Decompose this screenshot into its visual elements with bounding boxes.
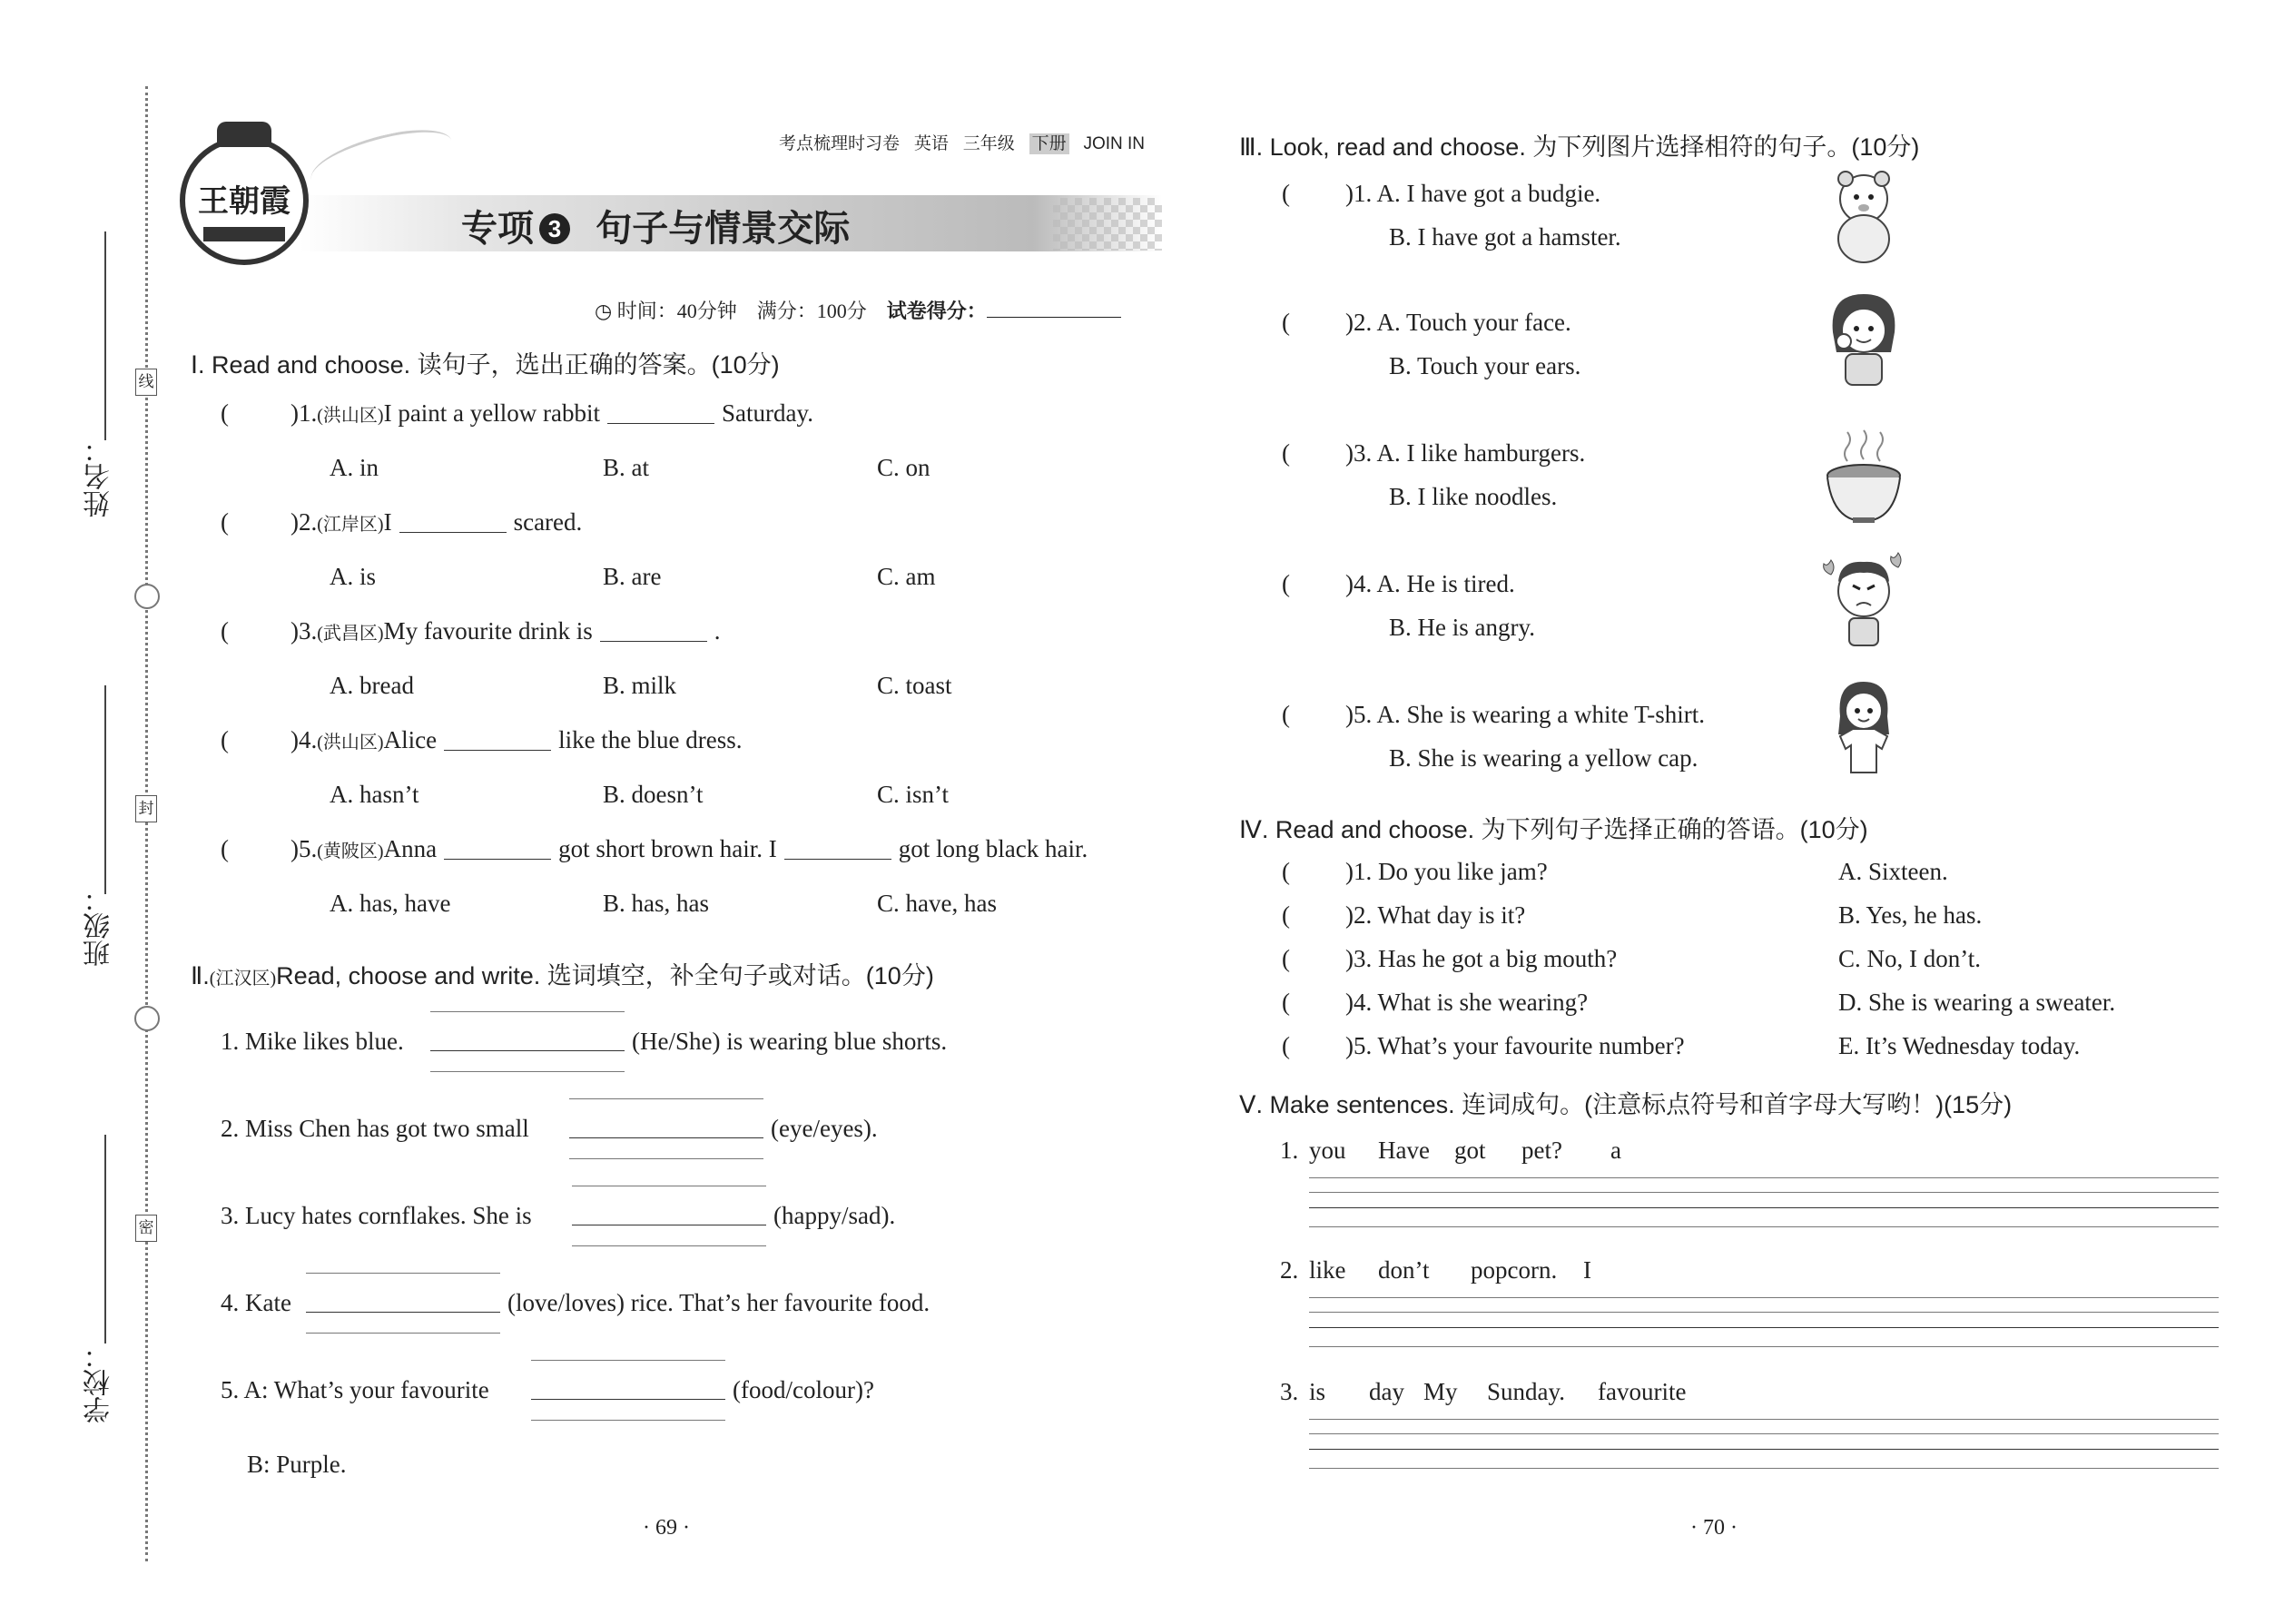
fill-in-row (221, 1028, 404, 1056)
answer-paren: ( (1282, 901, 1290, 929)
binding-line (145, 86, 148, 1561)
answer-paren: ( (1282, 309, 1290, 336)
answer-paren: ( (1282, 180, 1290, 207)
scrambled-word: you (1309, 1137, 1346, 1164)
region-tag: (武昌区) (317, 624, 384, 644)
writing-line (1309, 1312, 2219, 1313)
question-text: . (714, 617, 721, 645)
writing-line (1309, 1192, 2219, 1193)
scrambled-word: day (1369, 1378, 1404, 1405)
option-b[interactable]: B. at (603, 454, 649, 481)
sentence-end: (happy/sad). (773, 1202, 896, 1229)
region-tag: (洪山区) (317, 733, 384, 753)
word-group-number: 3. (1280, 1378, 1299, 1405)
seal-box-secret: 密 (135, 1215, 157, 1242)
answer-blank[interactable] (784, 837, 891, 860)
writing-line (1309, 1419, 2219, 1420)
sentence-start: 2. Miss Chen has got two small (221, 1115, 529, 1142)
region-tag: (江岸区) (317, 515, 384, 535)
question-row (290, 399, 813, 428)
scrambled-word: I (1583, 1256, 1591, 1284)
question-number: )2. (290, 508, 318, 536)
option-a[interactable]: A. hasn’t (330, 781, 419, 808)
name-label: 姓名： (84, 436, 114, 517)
section-4-heading: Ⅳ. Read and choose. 为下列句子选择正确的答语。(10分) (1239, 816, 1868, 843)
option-b[interactable]: B. I like noodles. (1389, 483, 1558, 510)
scrambled-word: like (1309, 1256, 1346, 1284)
question-text: got short brown hair. I (558, 835, 777, 862)
answer-paren: ( (221, 617, 229, 645)
title-main: 句子与情景交际 (596, 209, 851, 249)
answer-blank[interactable] (600, 619, 707, 642)
title-prefix: 专项 (461, 209, 534, 249)
answer-paren: ( (221, 835, 229, 862)
writing-line (572, 1245, 766, 1246)
school-label: 学校： (84, 1342, 114, 1423)
option-c[interactable]: C. am (877, 563, 936, 590)
section-5-heading: Ⅴ. Make sentences. 连词成句。(注意标点符号和首字母大写哟！)(15分) (1239, 1091, 2013, 1118)
edition: JOIN IN (1083, 134, 1145, 153)
answer-blank[interactable] (444, 837, 551, 860)
page-number-left: · 69 · (643, 1516, 690, 1540)
option-b[interactable]: B. Touch your ears. (1389, 352, 1581, 379)
fill-in-row (221, 1376, 489, 1404)
series-name: 考点梳理时习卷 (779, 134, 901, 153)
question-row (290, 508, 582, 536)
option-a[interactable]: )5. A. She is wearing a white T-shirt. (1345, 701, 1705, 728)
score-label: 试卷得分： (886, 300, 987, 322)
question-number: )5. (290, 835, 318, 862)
answer-option[interactable]: D. She is wearing a sweater. (1838, 989, 2116, 1016)
scrambled-word: don’t (1378, 1256, 1430, 1284)
writing-line (430, 1011, 625, 1012)
writing-line (306, 1273, 500, 1274)
word-group-number: 1. (1280, 1137, 1299, 1164)
answer-line[interactable] (1309, 1327, 2219, 1328)
writing-line (1309, 1297, 2219, 1298)
question-number: )1. (290, 399, 318, 427)
option-a[interactable]: A. has, have (330, 890, 451, 917)
question-number: )4. (290, 726, 318, 753)
word-group-number: 2. (1280, 1256, 1299, 1284)
scrambled-word: Sunday. (1487, 1378, 1565, 1405)
question-row (290, 835, 1088, 863)
writing-line (531, 1360, 725, 1361)
class-line (104, 685, 106, 894)
question-text: like the blue dress. (558, 726, 743, 753)
writing-line (1309, 1177, 2219, 1178)
writing-line (1309, 1346, 2219, 1347)
writing-line (569, 1158, 763, 1159)
question-text: )5. What’s your favourite number? (1345, 1032, 1685, 1059)
question-text: Saturday. (722, 399, 813, 427)
option-b[interactable]: B. He is angry. (1389, 614, 1535, 641)
class-label: 班级： (84, 885, 114, 967)
scrambled-word: is (1309, 1378, 1326, 1405)
dialog-answer: B: Purple. (247, 1451, 347, 1478)
sentence-start: 4. Kate (221, 1289, 291, 1316)
question-row (290, 726, 743, 754)
fill-in-row (221, 1115, 529, 1143)
answer-paren: ( (1282, 945, 1290, 972)
sentence-end: (He/She) is wearing blue shorts. (632, 1028, 948, 1055)
answer-option[interactable]: B. Yes, he has. (1838, 901, 1983, 929)
question-text: Anna (383, 835, 438, 862)
answer-paren: ( (1282, 570, 1290, 597)
binding-hole-icon (134, 1006, 160, 1031)
writing-line (430, 1071, 625, 1072)
question-text: I (383, 508, 392, 536)
option-c[interactable]: C. toast (877, 672, 952, 699)
section-2-title: Read, choose and write. 选词填空，补全句子或对话。(10分) (276, 962, 934, 989)
grade: 三年级 (962, 134, 1015, 153)
hamster-icon (1820, 168, 1907, 268)
section-2-region: (江汉区) (209, 969, 277, 989)
seal-box-line: 线 (135, 369, 157, 396)
answer-line[interactable] (1309, 1449, 2219, 1450)
answer-line[interactable] (1309, 1207, 2219, 1208)
answer-blank[interactable] (399, 510, 507, 533)
question-text: )4. What is she wearing? (1345, 989, 1589, 1016)
option-a[interactable]: A. is (330, 563, 377, 590)
noodles-icon (1820, 427, 1907, 527)
exam-info (595, 296, 1121, 324)
answer-line[interactable] (569, 1137, 763, 1138)
time-limit: 时间：40分钟 (616, 300, 737, 322)
section-1-heading: Ⅰ. Read and choose. 读句子，选出正确的答案。(10分) (191, 351, 780, 379)
option-c[interactable]: C. have, has (877, 890, 997, 917)
region-tag: (黄陂区) (317, 842, 384, 861)
question-text: Alice (383, 726, 438, 753)
sentence-start: 1. Mike likes blue. (221, 1028, 404, 1055)
option-a[interactable]: A. bread (330, 672, 414, 699)
option-b[interactable]: B. milk (603, 672, 677, 699)
page-number-right: · 70 · (1690, 1516, 1738, 1540)
writing-line (1309, 1468, 2219, 1469)
answer-paren: ( (221, 726, 229, 753)
answer-line[interactable] (430, 1050, 625, 1051)
sentence-end: (love/loves) rice. That’s her favourite food. (507, 1289, 930, 1316)
subject: 英语 (913, 134, 949, 153)
writing-line (1309, 1433, 2219, 1434)
option-b[interactable]: B. She is wearing a yellow cap. (1389, 744, 1698, 772)
scrambled-word: a (1610, 1137, 1621, 1164)
girl-face-icon (1820, 289, 1907, 389)
name-line (104, 231, 106, 440)
question-text: My favourite drink is (383, 617, 593, 645)
logo-text: 王朝霞 (198, 185, 290, 219)
girl-tshirt-icon (1820, 676, 1907, 776)
option-b[interactable]: B. doesn’t (603, 781, 704, 808)
option-b[interactable]: B. are (603, 563, 662, 590)
question-row (290, 617, 721, 645)
scrambled-word: popcorn. (1471, 1256, 1558, 1284)
scrambled-word: pet? (1521, 1137, 1562, 1164)
option-b[interactable]: B. I have got a hamster. (1389, 223, 1621, 251)
brand-logo (180, 136, 309, 265)
logo-banner (203, 227, 285, 241)
option-a[interactable]: A. in (330, 454, 379, 481)
answer-paren: ( (221, 399, 229, 427)
question-number: )3. (290, 617, 318, 645)
answer-paren: ( (1282, 989, 1290, 1016)
page-title (461, 200, 850, 251)
writing-line (306, 1333, 500, 1334)
fill-in-row (221, 1289, 291, 1317)
writing-line (569, 1098, 763, 1099)
option-a[interactable]: )4. A. He is tired. (1345, 570, 1515, 597)
sentence-start: 3. Lucy hates cornflakes. She is (221, 1202, 532, 1229)
section-3-heading: Ⅲ. Look, read and choose. 为下列图片选择相符的句子。(10分) (1239, 133, 1920, 161)
clock-icon: ◷ (595, 300, 613, 322)
answer-paren: ( (1282, 439, 1290, 467)
fill-in-row (221, 1202, 532, 1230)
writing-line (531, 1420, 725, 1421)
question-text: got long black hair. (898, 835, 1088, 862)
question-text: )1. Do you like jam? (1345, 858, 1548, 885)
scrambled-word: favourite (1598, 1378, 1687, 1405)
checker-pattern (1053, 198, 1162, 251)
question-text: I paint a yellow rabbit (383, 399, 601, 427)
term: 下册 (1029, 133, 1069, 154)
option-a[interactable]: )1. A. I have got a budgie. (1345, 180, 1601, 207)
title-number: 3 (539, 213, 570, 244)
full-score: 满分：100分 (756, 300, 867, 322)
question-text: )2. What day is it? (1345, 901, 1526, 929)
score-field[interactable] (987, 317, 1121, 318)
answer-option[interactable]: C. No, I don’t. (1838, 945, 1982, 972)
option-a[interactable]: )3. A. I like hamburgers. (1345, 439, 1586, 467)
option-c[interactable]: C. on (877, 454, 930, 481)
section-2-number: Ⅱ. (191, 962, 210, 989)
school-line (104, 1135, 106, 1343)
answer-paren: ( (1282, 701, 1290, 728)
answer-line[interactable] (306, 1312, 500, 1313)
writing-line (1309, 1226, 2219, 1227)
crown-icon (217, 122, 271, 147)
question-text: )3. Has he got a big mouth? (1345, 945, 1618, 972)
scrambled-word: My (1423, 1378, 1458, 1405)
question-text: scared. (513, 508, 583, 536)
scrambled-word: Have (1378, 1137, 1430, 1164)
answer-paren: ( (1282, 1032, 1290, 1059)
section-2-heading (191, 956, 934, 991)
series-header (779, 130, 1145, 154)
answer-option[interactable]: E. It’s Wednesday today. (1838, 1032, 2081, 1059)
answer-paren: ( (221, 508, 229, 536)
scrambled-word: got (1454, 1137, 1486, 1164)
answer-option[interactable]: A. Sixteen. (1838, 858, 1948, 885)
option-b[interactable]: B. has, has (603, 890, 709, 917)
answer-blank[interactable] (607, 401, 714, 424)
sentence-start: 5. A: What’s your favourite (221, 1376, 489, 1403)
option-a[interactable]: )2. A. Touch your face. (1345, 309, 1571, 336)
sentence-end: (eye/eyes). (771, 1115, 878, 1142)
binding-hole-icon (134, 584, 160, 609)
ribbon-decoration (305, 122, 458, 199)
answer-line[interactable] (531, 1399, 725, 1400)
option-c[interactable]: C. isn’t (877, 781, 950, 808)
seal-box-seal: 封 (135, 795, 157, 822)
answer-paren: ( (1282, 858, 1290, 885)
region-tag: (洪山区) (317, 406, 384, 426)
sentence-end: (food/colour)? (733, 1376, 874, 1403)
angry-boy-icon (1820, 549, 1907, 649)
answer-blank[interactable] (444, 728, 551, 751)
